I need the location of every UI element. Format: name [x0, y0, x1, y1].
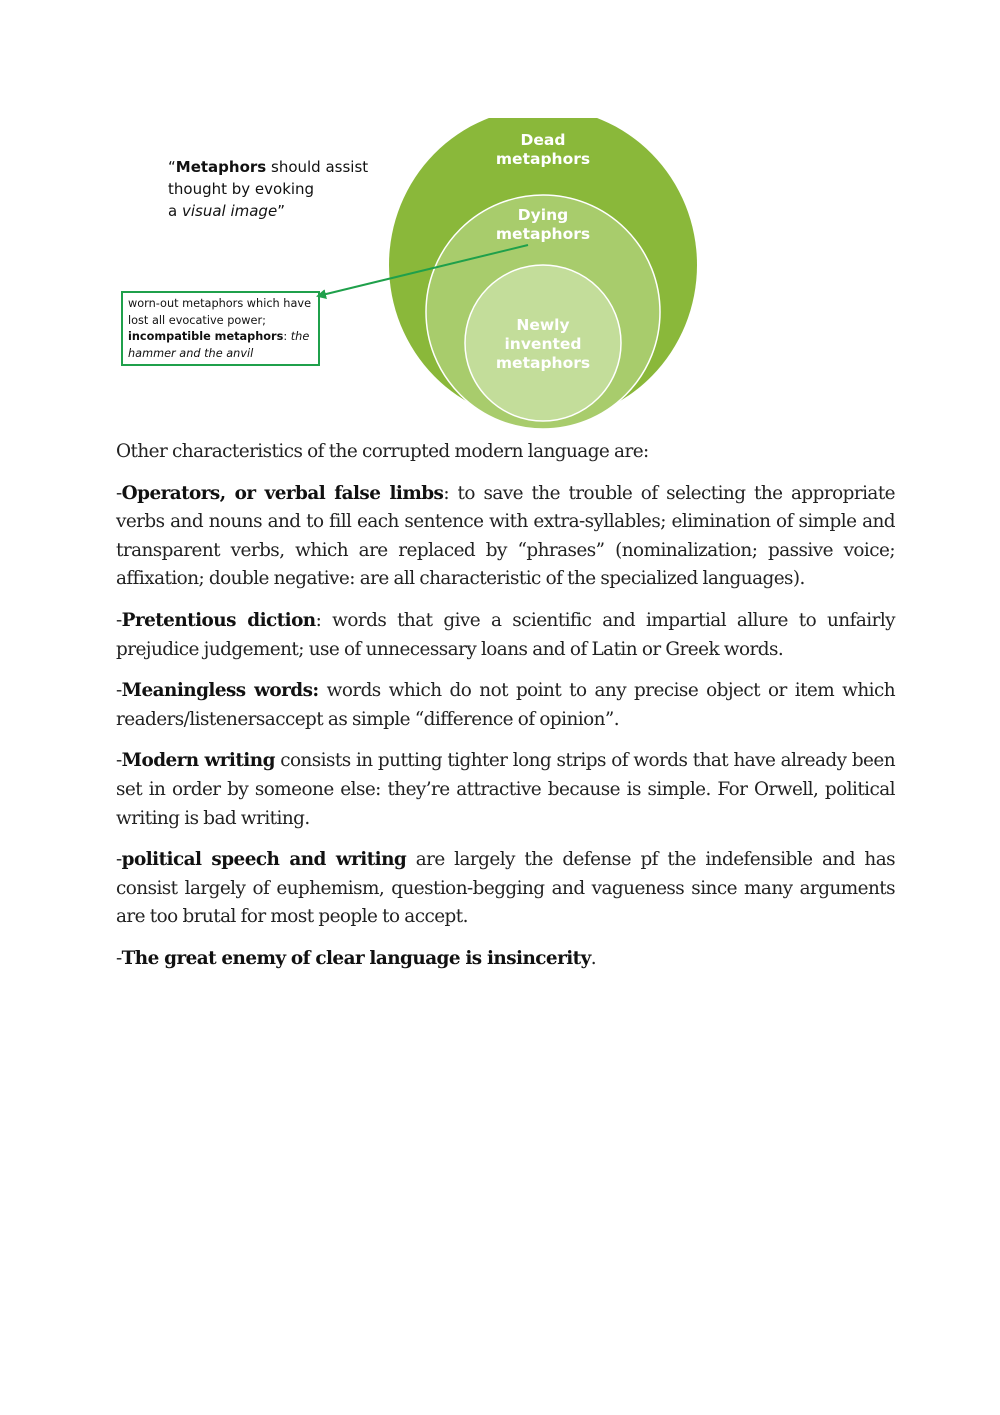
- characteristic-term: Modern writing: [121, 750, 275, 772]
- quote-keyword: Metaphors: [175, 158, 267, 176]
- dead-metaphors-callout-box: worn-out metaphors which have lost all evocative power; incompatible metaphors: the hammer and the anvil: [121, 291, 320, 366]
- characteristic-paragraph: -The great enemy of clear language is insincerity.: [116, 947, 597, 969]
- quote-emphasis: visual image: [181, 202, 278, 220]
- characteristic-term: Meaningless words:: [121, 680, 319, 702]
- characteristic-paragraph: -Modern writing consists in putting tighter long strips of words that have already been set in order by someone else: they’re attractive because is simple. For Orwell, political writing is bad writing.: [116, 750, 896, 829]
- dead-metaphors-label: Dead metaphors: [495, 131, 591, 168]
- newly-invented-metaphors-label: Newly invented metaphors: [495, 316, 591, 372]
- dying-metaphors-label: Dying metaphors: [495, 206, 591, 243]
- characteristic-term: political speech and writing: [121, 849, 407, 871]
- characteristic-paragraph: -Operators, or verbal false limbs: to save the trouble of selecting the appropriate verbs and nouns and to fill each sentence with extra-syllables; elimination of simple and transparent verbs, which are replaced by “phrases” (nominalization; passive voice; affixation; double negative: are all characteristic of the specialized languages).: [116, 482, 895, 590]
- characteristic-term: The great enemy of clear language is insincerity: [121, 947, 591, 969]
- intro-paragraph: Other characteristics of the corrupted modern language are:: [116, 441, 649, 462]
- characteristic-paragraph: -political speech and writing are largely the defense pf the indefensible and has consist largely of euphemism, question-begging and vagueness since many arguments are too brutal for most people to accept.: [116, 849, 895, 928]
- metaphor-diagram: [0, 0, 1000, 430]
- characteristic-term: Pretentious diction: [121, 609, 316, 631]
- metaphor-quote: “Metaphors should assist thought by evoking a visual image”: [168, 158, 369, 220]
- body-text: [116, 438, 895, 987]
- characteristic-paragraph: -Meaningless words: words which do not point to any precise object or item which readers/listenersaccept as simple “difference of opinion”.: [116, 680, 895, 730]
- characteristic-term: Operators, or verbal false limbs: [121, 482, 444, 504]
- characteristic-paragraph: -Pretentious diction: words that give a scientific and impartial allure to unfairly prejudice judgement; use of unnecessary loans and of Latin or Greek words.: [116, 609, 895, 660]
